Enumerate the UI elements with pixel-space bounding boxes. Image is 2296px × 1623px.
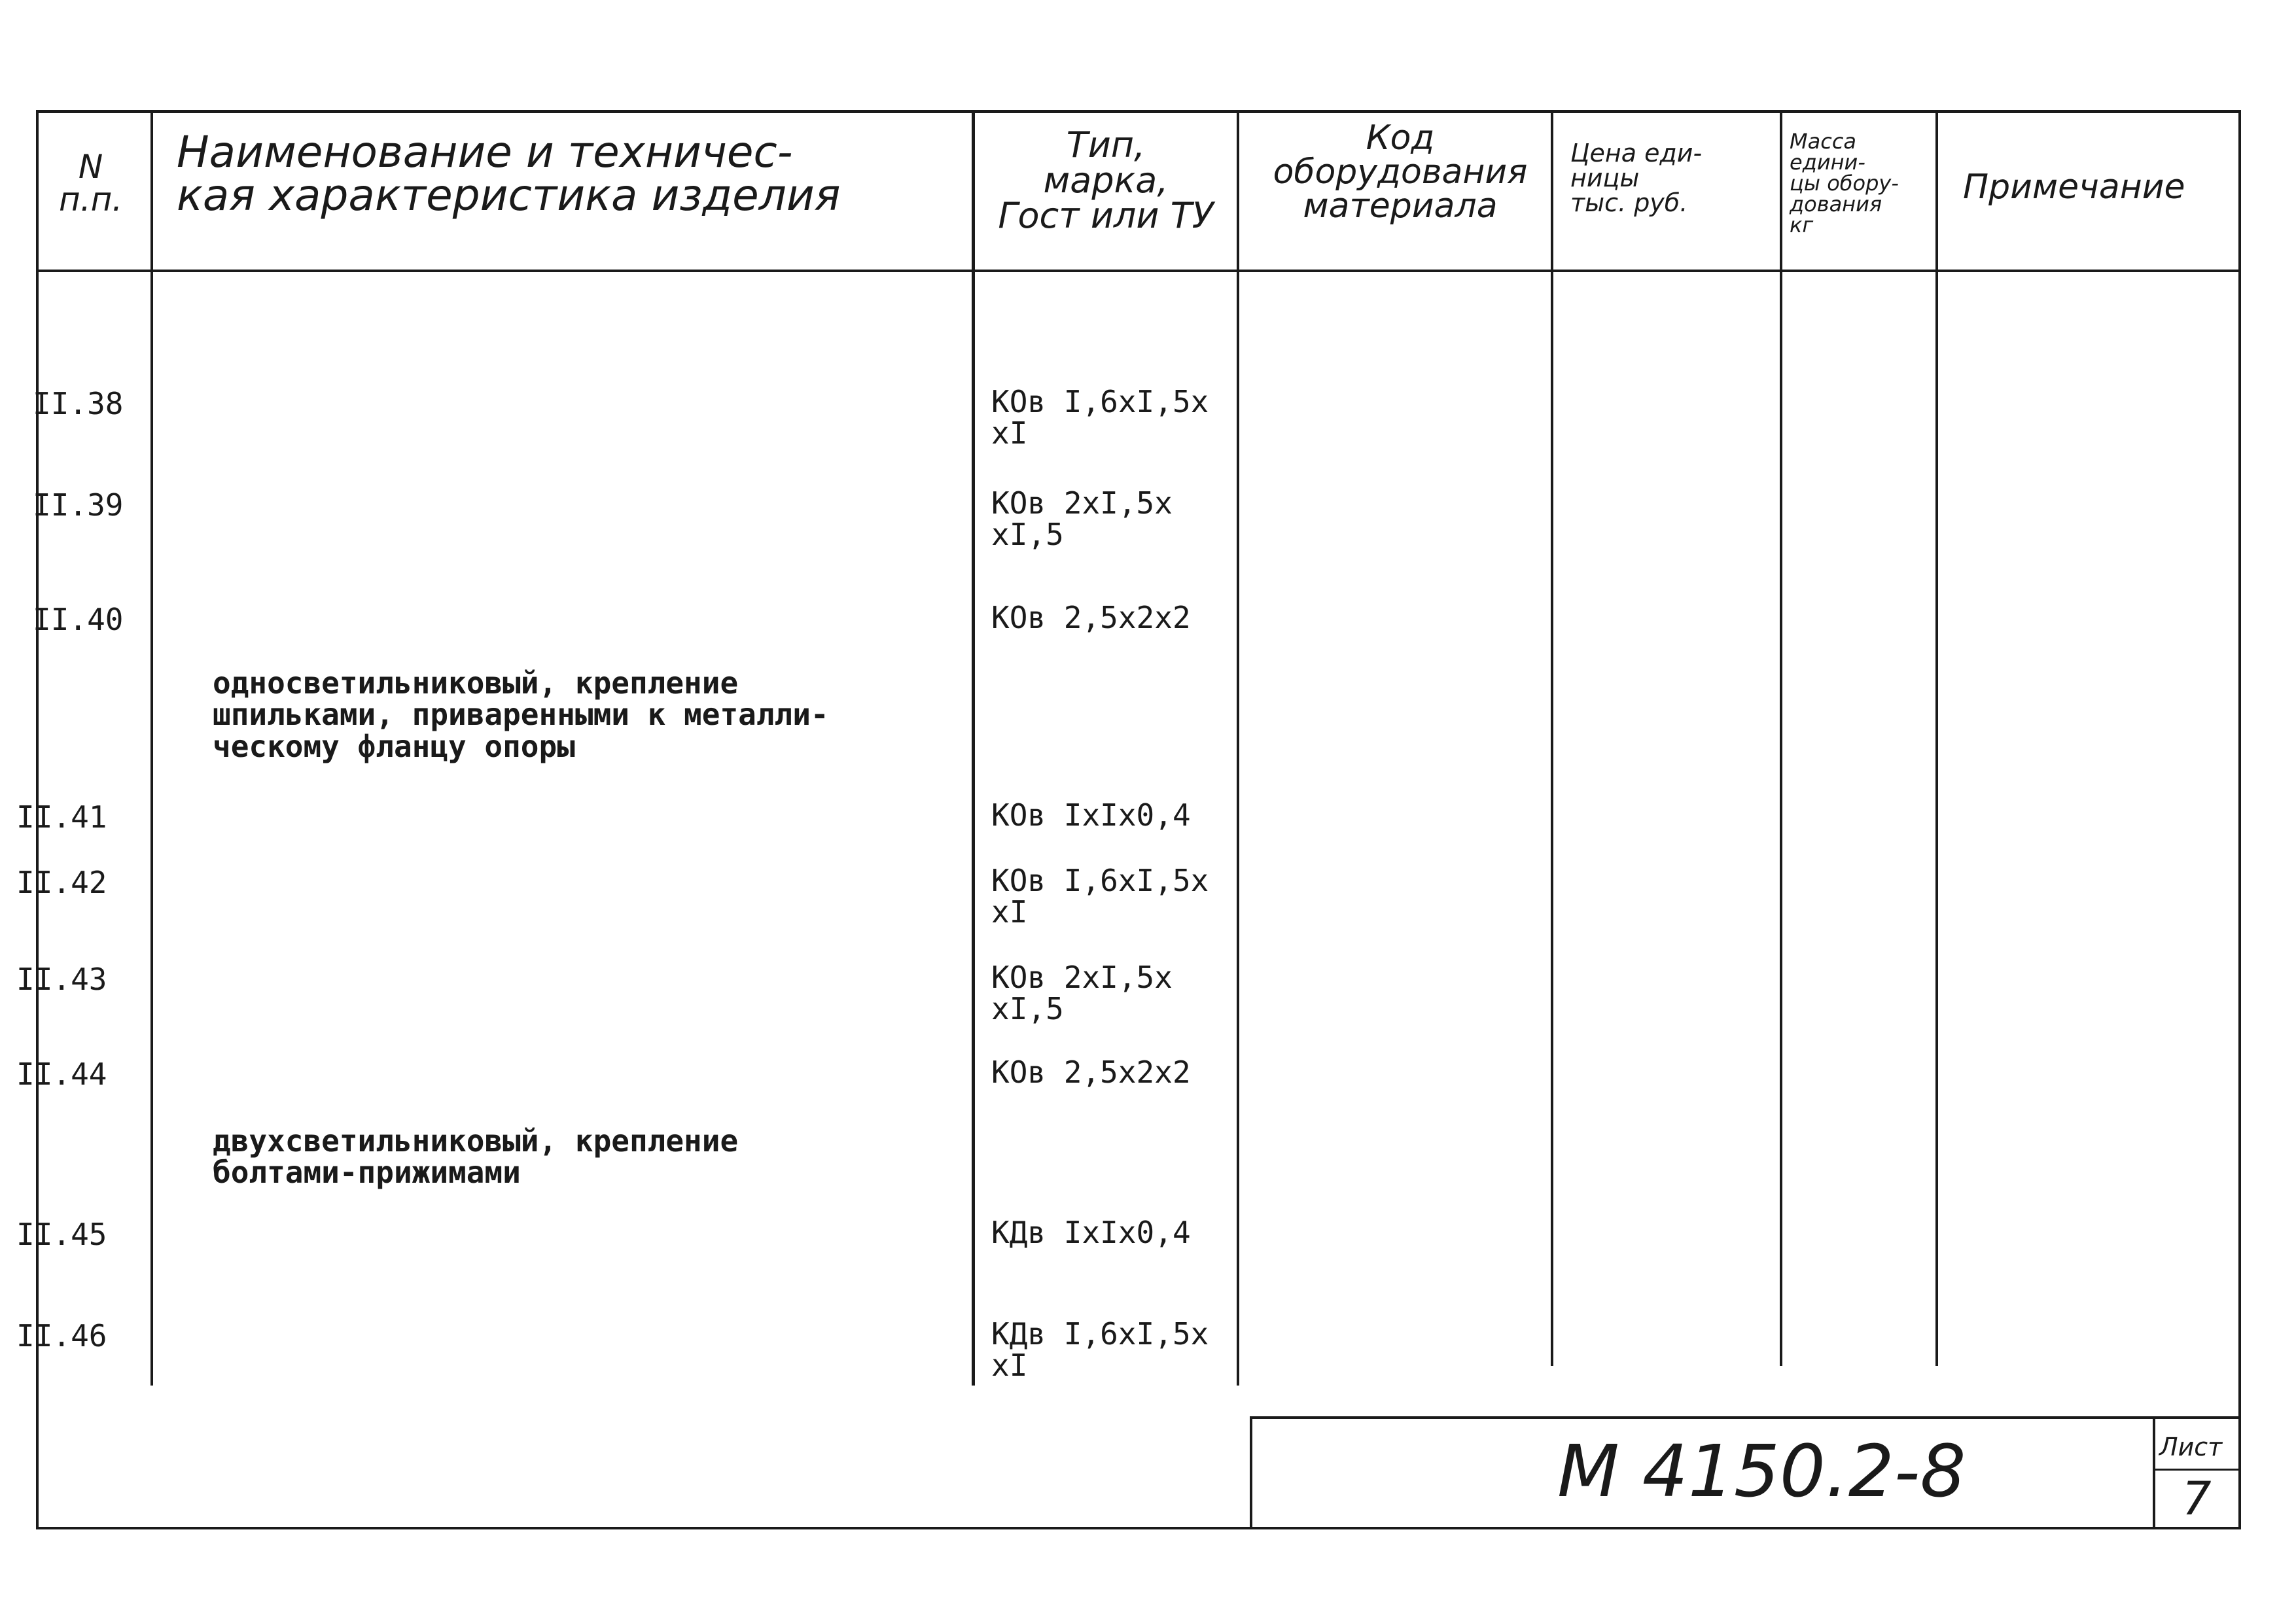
frame-bottom-line (36, 1527, 2241, 1529)
row-num: II.39 (33, 487, 124, 523)
stamp-sheet-divider (2153, 1416, 2155, 1529)
row-type: КДв I,6хI,5х хI (991, 1316, 1209, 1384)
header-mass: Масса едини- цы обору- дования кг (1790, 129, 1899, 237)
header-price: Цена еди- ницы тыс. руб. (1570, 139, 1703, 217)
col-divider-3 (1237, 110, 1239, 1386)
col-divider-1 (150, 110, 153, 1386)
row-type: КОв 2хI,5х хI,5 (991, 960, 1173, 1027)
row-num: II.41 (16, 799, 107, 835)
row-num: II.43 (16, 962, 107, 997)
document-number: М 4150.2-8 (1557, 1429, 1966, 1513)
col-divider-6 (1935, 110, 1938, 1366)
row-num: II.45 (16, 1217, 107, 1252)
col-divider-2 (972, 110, 975, 1386)
group-description: двухсветильниковый, крепление болтами-прижимами (213, 1123, 739, 1191)
header-bottom-line (36, 270, 2241, 272)
col-divider-5 (1780, 110, 1782, 1366)
header-name: Наименование и техничес- кая характеристика изделия (177, 127, 841, 220)
row-num: II.40 (33, 602, 124, 637)
frame-top-line (36, 110, 2241, 113)
stamp-sheet-hline (2153, 1469, 2241, 1471)
group-description: односветильниковый, крепление шпильками, приваренными к металли- ческому фланцу опоры (213, 665, 829, 764)
col-divider-4 (1551, 110, 1553, 1366)
row-num: II.46 (16, 1318, 107, 1353)
row-type: КОв 2,5х2х2 (991, 600, 1191, 635)
header-code: Код оборудования материала (1273, 118, 1528, 226)
row-type: КОв I,6хI,5х хI (991, 384, 1209, 451)
header-type: Тип, марка, Гост или ТУ (998, 124, 1214, 236)
frame-right-line (2238, 110, 2241, 1529)
row-num: II.42 (16, 865, 107, 900)
header-note: Примечание (1963, 167, 2185, 207)
header-num: N п.п. (59, 148, 123, 218)
sheet-label: Лист (2159, 1433, 2223, 1461)
sheet-number: 7 (2182, 1472, 2212, 1526)
stamp-left-line (1250, 1416, 1252, 1529)
row-type: КДв IхIх0,4 (991, 1215, 1191, 1250)
row-type: КОв IхIх0,4 (991, 797, 1191, 833)
row-num: II.44 (16, 1056, 107, 1092)
row-num: II.38 (33, 386, 124, 421)
row-type: КОв 2хI,5х хI,5 (991, 485, 1173, 553)
stamp-top-line (1250, 1416, 2241, 1419)
row-type: КОв I,6хI,5х хI (991, 863, 1209, 930)
row-type: КОв 2,5х2х2 (991, 1055, 1191, 1090)
